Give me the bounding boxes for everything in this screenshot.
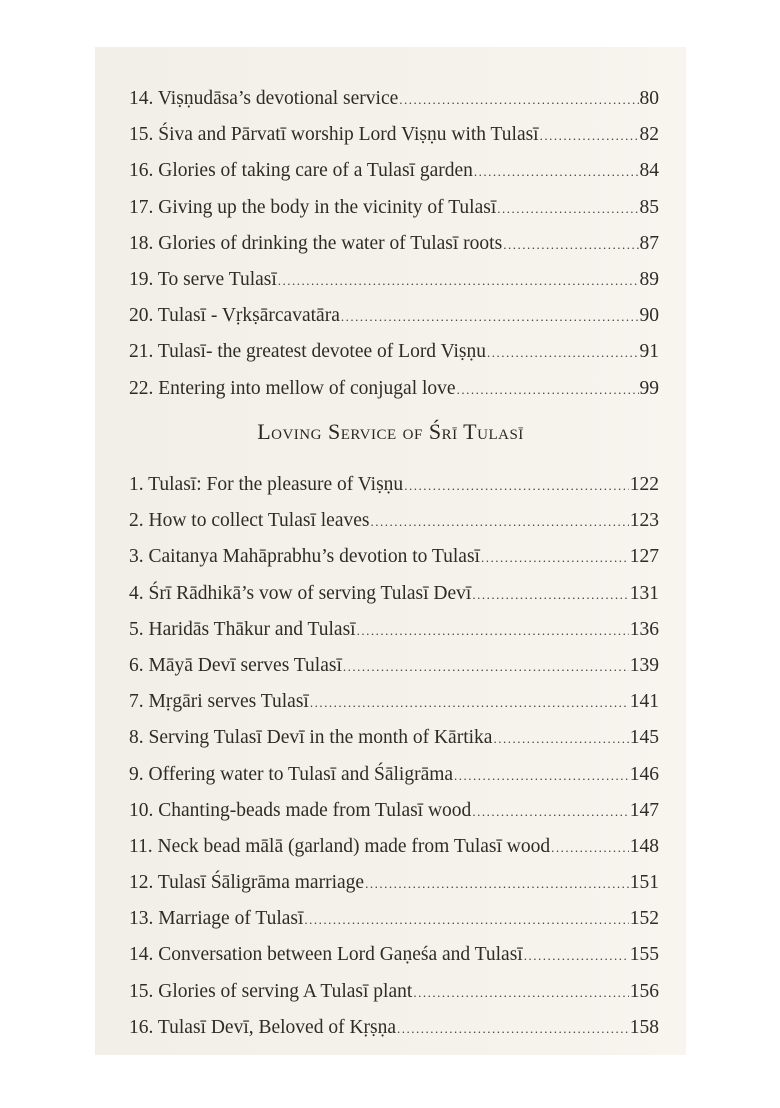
dot-leader	[365, 866, 629, 902]
entry-title: 16. Tulasī Devī, Beloved of Kṛṣṇa	[129, 1016, 397, 1038]
entry-title: 14. Conversation between Lord Gaṇeśa and Tulasī	[129, 944, 523, 966]
entry-page-number: 89	[639, 268, 659, 290]
toc-entry	[129, 865, 659, 901]
dot-leader	[474, 154, 639, 190]
dot-leader	[310, 685, 629, 721]
entry-page-number: 146	[629, 763, 659, 785]
toc-entry	[129, 720, 659, 756]
toc-entry	[129, 612, 659, 648]
dot-leader	[472, 794, 628, 830]
toc-entry	[129, 901, 659, 937]
entry-title: 5. Haridās Thākur and Tulasī	[129, 618, 356, 640]
entry-title: 17. Giving up the body in the vicinity of Tulasī	[129, 196, 497, 218]
dot-leader	[370, 504, 628, 540]
dot-leader	[497, 191, 638, 227]
entry-title: 2. How to collect Tulasī leaves	[129, 510, 370, 532]
toc-entry	[129, 81, 659, 117]
dot-leader	[481, 540, 629, 576]
dot-leader	[357, 613, 629, 649]
entry-title: 10. Chanting-beads made from Tulasī wood	[129, 799, 472, 821]
toc-entry	[129, 371, 659, 407]
dot-leader	[540, 118, 639, 154]
dot-leader	[341, 299, 639, 335]
entry-title: 15. Śiva and Pārvatī worship Lord Viṣṇu with Tulasī	[129, 124, 539, 146]
toc-section-2	[129, 467, 659, 1046]
dot-leader	[493, 721, 628, 757]
dot-leader	[404, 468, 629, 504]
entry-title: 18. Glories of drinking the water of Tulasī roots	[129, 232, 503, 254]
dot-leader	[397, 1011, 629, 1047]
entry-page-number: 84	[639, 160, 659, 182]
entry-page-number: 156	[629, 980, 659, 1002]
entry-page-number: 80	[639, 88, 659, 109]
entry-title: 6. Māyā Devī serves Tulasī	[129, 654, 342, 676]
entry-page-number: 131	[629, 582, 659, 604]
toc-entry	[129, 334, 659, 370]
entry-title: 9. Offering water to Tulasī and Śāligrāma	[129, 763, 454, 785]
entry-title: 11. Neck bead mālā (garland) made from Tulasī wood	[129, 835, 551, 857]
entry-title: 21. Tulasī- the greatest devotee of Lord Viṣṇu	[129, 341, 486, 363]
book-page	[95, 47, 686, 1055]
entry-title: 16. Glories of taking care of a Tulasī garden	[129, 160, 473, 182]
dot-leader	[343, 649, 629, 685]
dot-leader	[457, 372, 639, 408]
entry-title: 14. Viṣṇudāsa’s devotional service	[129, 88, 399, 109]
entry-page-number: 152	[629, 908, 659, 930]
entry-page-number: 127	[629, 546, 659, 568]
toc-entry	[129, 539, 659, 575]
entry-page-number: 123	[629, 510, 659, 532]
toc-entry	[129, 1010, 659, 1046]
toc-entry	[129, 117, 659, 153]
toc-entry	[129, 937, 659, 973]
entry-page-number: 82	[639, 124, 659, 146]
entry-title: 13. Marriage of Tulasī	[129, 908, 304, 930]
toc-entry	[129, 793, 659, 829]
dot-leader	[472, 577, 628, 613]
dot-leader	[503, 227, 638, 263]
entry-title: 15. Glories of serving A Tulasī plant	[129, 980, 413, 1002]
dot-leader	[487, 335, 639, 371]
entry-page-number: 90	[639, 305, 659, 327]
entry-title: 8. Serving Tulasī Devī in the month of Kārtika	[129, 727, 493, 749]
entry-title: 1. Tulasī: For the pleasure of Viṣṇu	[129, 474, 404, 495]
toc-entry	[129, 684, 659, 720]
entry-page-number: 136	[629, 618, 659, 640]
entry-page-number: 147	[629, 799, 659, 821]
entry-page-number: 139	[629, 654, 659, 676]
toc-entry	[129, 648, 659, 684]
entry-title: 22. Entering into mellow of conjugal love	[129, 377, 456, 399]
toc-section-1	[129, 81, 659, 407]
entry-title: 20. Tulasī - Vṛkṣārcavatāra	[129, 305, 340, 327]
dot-leader	[304, 902, 628, 938]
toc-entry	[129, 829, 659, 865]
entry-page-number: 85	[639, 196, 659, 218]
toc-entry	[129, 576, 659, 612]
entry-title: 4. Śrī Rādhikā’s vow of serving Tulasī Devī	[129, 582, 472, 604]
toc-entry	[129, 153, 659, 189]
entry-page-number: 122	[629, 474, 659, 495]
dot-leader	[399, 82, 638, 118]
toc-entry	[129, 262, 659, 298]
toc-entry	[129, 503, 659, 539]
entry-page-number: 141	[629, 691, 659, 713]
toc-entry	[129, 190, 659, 226]
dot-leader	[454, 758, 629, 794]
entry-page-number: 148	[629, 835, 659, 857]
toc-entry	[129, 757, 659, 793]
toc-entry	[129, 974, 659, 1010]
dot-leader	[278, 263, 639, 299]
entry-page-number: 99	[639, 377, 659, 399]
entry-page-number: 91	[639, 341, 659, 363]
entry-title: 12. Tulasī Śāligrāma marriage	[129, 872, 365, 894]
entry-title: 3. Caitanya Mahāprabhu’s devotion to Tulasī	[129, 546, 480, 568]
toc-entry	[129, 467, 659, 503]
entry-page-number: 155	[629, 944, 659, 966]
entry-page-number: 151	[629, 872, 659, 894]
toc-entry	[129, 226, 659, 262]
dot-leader	[551, 830, 629, 866]
toc-entry	[129, 298, 659, 334]
entry-title: 7. Mṛgāri serves Tulasī	[129, 691, 309, 713]
entry-page-number: 145	[629, 727, 659, 749]
dot-leader	[413, 975, 628, 1011]
entry-page-number: 87	[639, 232, 659, 254]
dot-leader	[524, 938, 629, 974]
section-heading: Loving Service of Śrī Tulasī	[257, 419, 524, 444]
entry-title: 19. To serve Tulasī	[129, 268, 277, 290]
entry-page-number: 158	[629, 1016, 659, 1038]
